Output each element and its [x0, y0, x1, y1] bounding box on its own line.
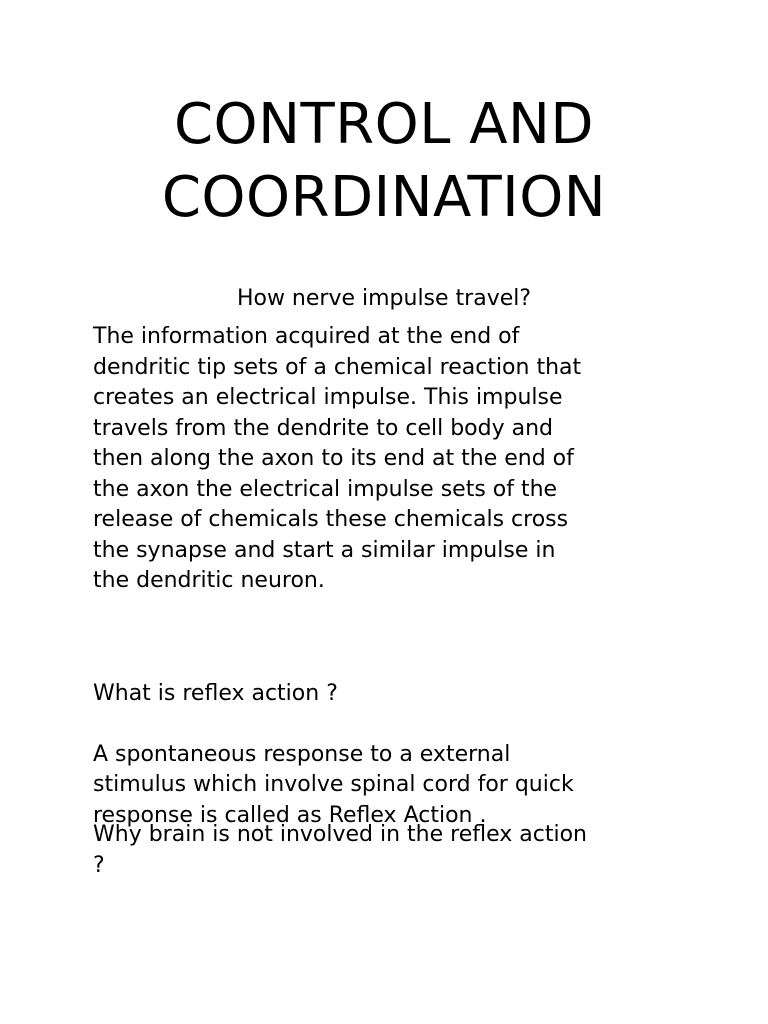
section-heading: How nerve impulse travel?	[236, 286, 532, 311]
page-title	[0, 88, 768, 234]
title-line-1: CONTROL AND	[173, 92, 595, 157]
question-reflex-action: What is reflex action ?	[93, 680, 338, 706]
paragraph-nerve-impulse: The information acquired at the end of dendritic tip sets of a chemical reaction that creates an electrical impulse. This impulse travels from the dendrite to cell body and then along the axon to its end at the end of the axon the electrical impulse sets of the release of chemicals these chemicals cross the synapse and start a similar impulse in the dendritic neuron.	[93, 324, 582, 593]
title-line-2: COORDINATION	[161, 165, 607, 230]
question-brain-involvement: Why brain is not involved in the reflex action ?	[93, 822, 587, 878]
answer-reflex-action: A spontaneous response to a external stimulus which involve spinal cord for quick response is called as Reflex Action .	[93, 741, 574, 828]
